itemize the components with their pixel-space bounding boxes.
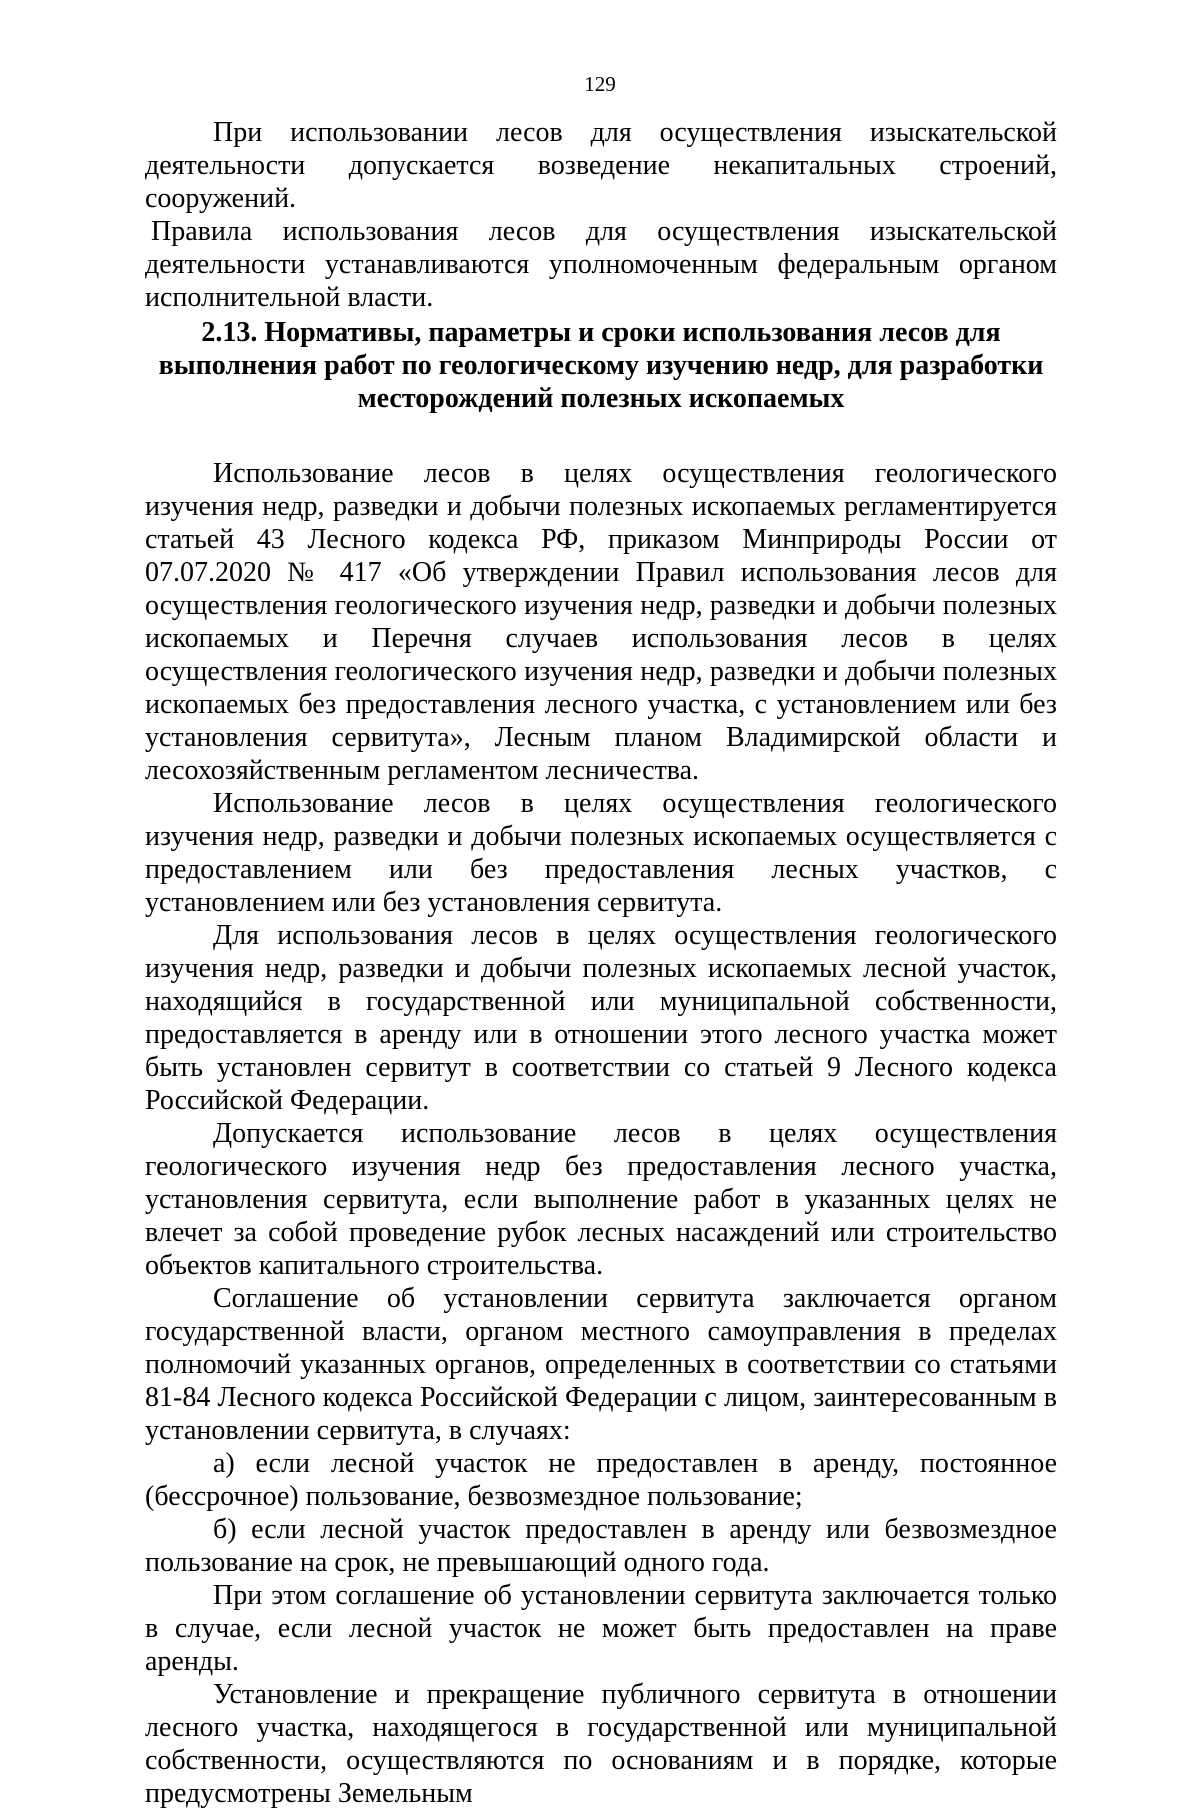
section-heading-line-1: 2.13. Нормативы, параметры и сроки использования лесов для bbox=[201, 317, 1001, 348]
paragraph-body-3: Для использования лесов в целях осуществления геологического изучения недр, разведки и добычи полезных ископаемых лесной участок, находящийся в государственной или муниципальной собственности, предоставляется в аренду или в отношении этого лесного участка может быть установлен сервитут в соответствии со статьей 9 Лесного кодекса Российской Федерации. bbox=[145, 920, 1057, 1116]
list-item-a: а) если лесной участок не предоставлен в аренду, постоянное (бессрочное) пользование, безвозмездное пользование; bbox=[145, 1448, 1057, 1512]
section-heading-line-3: месторождений полезных ископаемых bbox=[357, 383, 845, 414]
heading-spacer bbox=[145, 415, 1057, 457]
paragraph-body-6: При этом соглашение об установлении сервитута заключается только в случае, если лесной участок не может быть предоставлен на праве аренды. bbox=[145, 1580, 1057, 1677]
paragraph-body-5: Соглашение об установлении сервитута заключается органом государственной власти, органом местного самоуправления в пределах полномочий указанных органов, определенных в соответствии со статьями 81-84 Лесного кодекса Российской Федерации с лицом, заинтересованным в установлении сервитута, в случаях: bbox=[145, 1283, 1057, 1446]
page-number: 129 bbox=[584, 72, 616, 96]
paragraph-body-2: Использование лесов в целях осуществления геологического изучения недр, разведки и добычи полезных ископаемых осуществляется с предоставлением или без предоставления лесных участков, с установлением или без установления сервитута. bbox=[145, 788, 1057, 918]
section-heading-line-2: выполнения работ по геологическому изучению недр, для разработки bbox=[158, 350, 1044, 381]
paragraph-body-4: Допускается использование лесов в целях осуществления геологического изучения недр без предоставления лесного участка, установления сервитута, если выполнение работ в указанных целях не влечет за собой проведение рубок лесных насаждений или строительство объектов капитального строительства. bbox=[145, 1118, 1057, 1281]
paragraph-intro-1: При использовании лесов для осуществления изыскательской деятельности допускается возведение некапитальных строений, сооружений. bbox=[145, 117, 1057, 214]
page-content bbox=[145, 116, 1057, 1810]
section-heading bbox=[145, 316, 1057, 415]
paragraph-body-1: Использование лесов в целях осуществления геологического изучения недр, разведки и добычи полезных ископаемых регламентируется статьей 43 Лесного кодекса РФ, приказом Минприроды России от 07.07.2020 № 417 «Об утверждении Правил использования лесов для осуществления геологического изучения недр, разведки и добычи полезных ископаемых и Перечня случаев использования лесов в целях осуществления геологического изучения недр, разведки и добычи полезных ископаемых без предоставления лесного участка, с установлением или без установления сервитута», Лесным планом Владимирской области и лесохозяйственным регламентом лесничества. bbox=[145, 458, 1057, 786]
list-item-b: б) если лесной участок предоставлен в аренду или безвозмездное пользование на срок, не превышающий одного года. bbox=[145, 1514, 1057, 1578]
paragraph-body-7: Установление и прекращение публичного сервитута в отношении лесного участка, находящегося в государственной или муниципальной собственности, осуществляются по основаниям и в порядке, которые предусмотрены Земельным bbox=[145, 1679, 1057, 1809]
paragraph-intro-2: Правила использования лесов для осуществления изыскательской деятельности устанавливаются уполномоченным федеральным органом исполнительной власти. bbox=[145, 216, 1057, 313]
